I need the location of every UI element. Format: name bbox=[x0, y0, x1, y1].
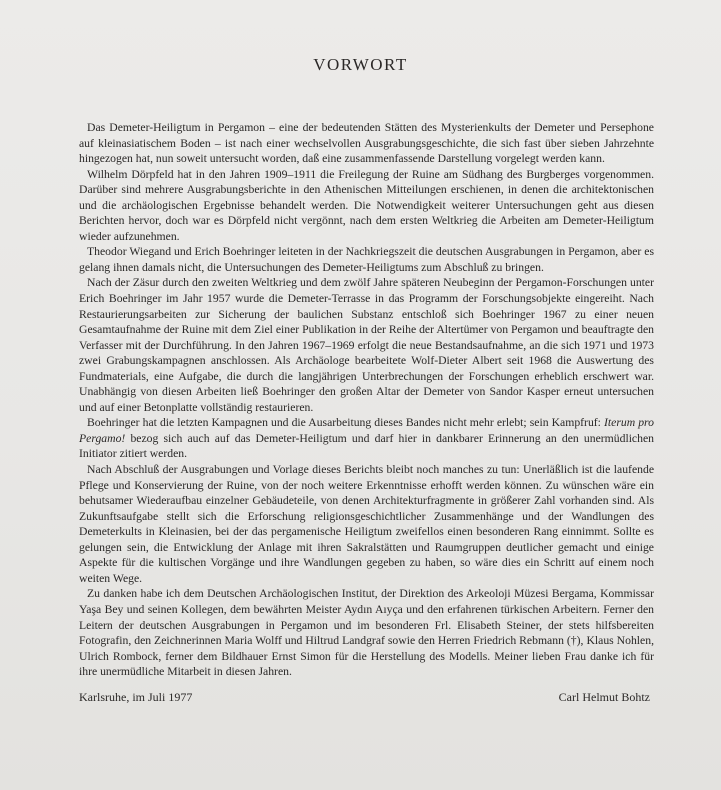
paragraph-4: Nach der Zäsur durch den zweiten Weltkrieg und dem zwölf Jahre späteren Neubeginn der Pergamon-Forschungen unter Erich Boehringer im Jahr 1957 wurde die Demeter-Terrasse in das Programm der Forschungsobjekte eingereiht. Nach Restaurierungsarbeiten zur Sicherung der baulichen Substanz entschloß sich Boehringer 1967 zu einer neuen Gesamtaufnahme der Ruine mit dem Ziel einer Publikation in der Reihe der Altertümer von Pergamon und beauftragte den Verfasser mit der Durchführung. In den Jahren 1967–1969 erfolgt die neue Bestandsaufnahme, an die sich 1971 und 1973 zwei Grabungskampagnen anschlossen. Als Archäologe bearbeitete Wolf-Dieter Albert seit 1968 die Auswertung des Fundmaterials, eine Aufgabe, die durch die langjährigen Unterbrechungen der Forschungen erheblich erschwert war. Unabhängig von diesen Arbeiten ließ Boehringer den großen Altar der Demeter von Sandor Kasper erneut untersuchen und auf einer Betonplatte vollständig restaurieren. bbox=[79, 276, 654, 414]
quote-italic: Iterum pro Pergamo! bbox=[79, 416, 655, 445]
paragraph-5 bbox=[79, 415, 654, 462]
quote-after: bezog sich auch auf das Demeter-Heiligtum und darf hier in dankbarer Erinnerung an den unermüdlichen Initiator zitiert werden. bbox=[79, 431, 654, 461]
paragraph-1: Das Demeter-Heiligtum in Pergamon – eine der bedeutenden Stätten des Mysterienkults der Demeter und Persephone auf kleinasiatischem Boden – ist nach einer wechselvollen Ausgrabungsgeschichte, die sich fast über sieben Jahrzehnte hingezogen hat, nun soweit untersucht worden, daß eine zusammenfassende Darstellung vorgelegt werden kann. bbox=[79, 121, 654, 166]
page-title: VORWORT bbox=[313, 55, 408, 74]
paragraph-2: Wilhelm Dörpfeld hat in den Jahren 1909–1911 die Freilegung der Ruine am Südhang des Burgberges vorgenommen. Darüber sind mehrere Ausgrabungsberichte in den Athenischen Mitteilungen erschienen, in denen die architektonischen und die archäologischen Ergebnisse behandelt werden. Die Notwendigkeit weiterer Untersuchungen geht aus diesen Berichten hervor, doch war es Dörpfeld nicht vergönnt, nach dem ersten Weltkrieg die Arbeiten am Demeter-Heiligtum wieder aufzunehmen. bbox=[79, 167, 654, 243]
paragraph-3: Theodor Wiegand und Erich Boehringer leiteten in der Nachkriegszeit die deutschen Ausgrabungen in Pergamon, aber es gelang ihnen damals nicht, die Untersuchungen des Demeter-Heiligtums zum Abschluß zu bringen. bbox=[79, 245, 654, 274]
paragraph-6: Nach Abschluß der Ausgrabungen und Vorlage dieses Berichts bleibt noch manches zu tun: Unerläßlich ist die laufende Pflege und Konservierung der Ruine, von der noch weitere Erkenntnisse erhofft werden können. Zu wünschen wäre ein behutsamer Wiederaufbau einzelner Gebäudeteile, von denen Architekturfragmente in größerer Zahl vorhanden sind. Als Zukunftsaufgabe stellt sich die Erforschung religionsgeschichtlicher Zusammenhänge und der Wandlungen des Demeterkults in Kleinasien, bei der das pergamenische Heiligtum zweifellos einen besonderen Rang einnimmt. Sollte es gelungen sein, die Entwicklung der Anlage mit ihren Sakralstätten und Raumgruppen deutlicher gemacht und einige Aspekte für die kultischen Vorgänge und ihre Wandlungen gegeben zu haben, so wäre dies ein Schritt auf einem noch weiten Wege. bbox=[79, 463, 654, 585]
paragraph-5-lead: Boehringer hat die letzten Kampagnen und die Ausarbeitung dieses Bandes nicht mehr erlebt; sein Kampfruf: bbox=[87, 416, 601, 430]
footer bbox=[79, 690, 654, 705]
paragraph-7: Zu danken habe ich dem Deutschen Archäologischen Institut, der Direktion des Arkeoloji Müzesi Bergama, Kommissar Yaşa Bey und seinen Kollegen, dem bewährten Meister Aydın Aıyça und den erfahrenen türkischen Arbeitern. Ferner den Leitern der deutschen Ausgrabungen in Pergamon und im besonderen Frl. Elisabeth Steiner, der stets hilfsbereiten Fotografin, den Zeichnerinnen Maria Wolff und Hiltrud Landgraf sowie den Herren Friedrich Rebmann (†), Klaus Nohlen, Ulrich Rombock, ferner dem Bildhauer Ernst Simon für die Herstellung des Modells. Meiner lieben Frau danke ich für ihre unermüdliche Mitarbeit in diesen Jahren. bbox=[79, 587, 654, 679]
body-text bbox=[79, 120, 654, 680]
author-signature: Carl Helmut Bohtz bbox=[558, 690, 650, 704]
place-date: Karlsruhe, im Juli 1977 bbox=[79, 690, 193, 704]
